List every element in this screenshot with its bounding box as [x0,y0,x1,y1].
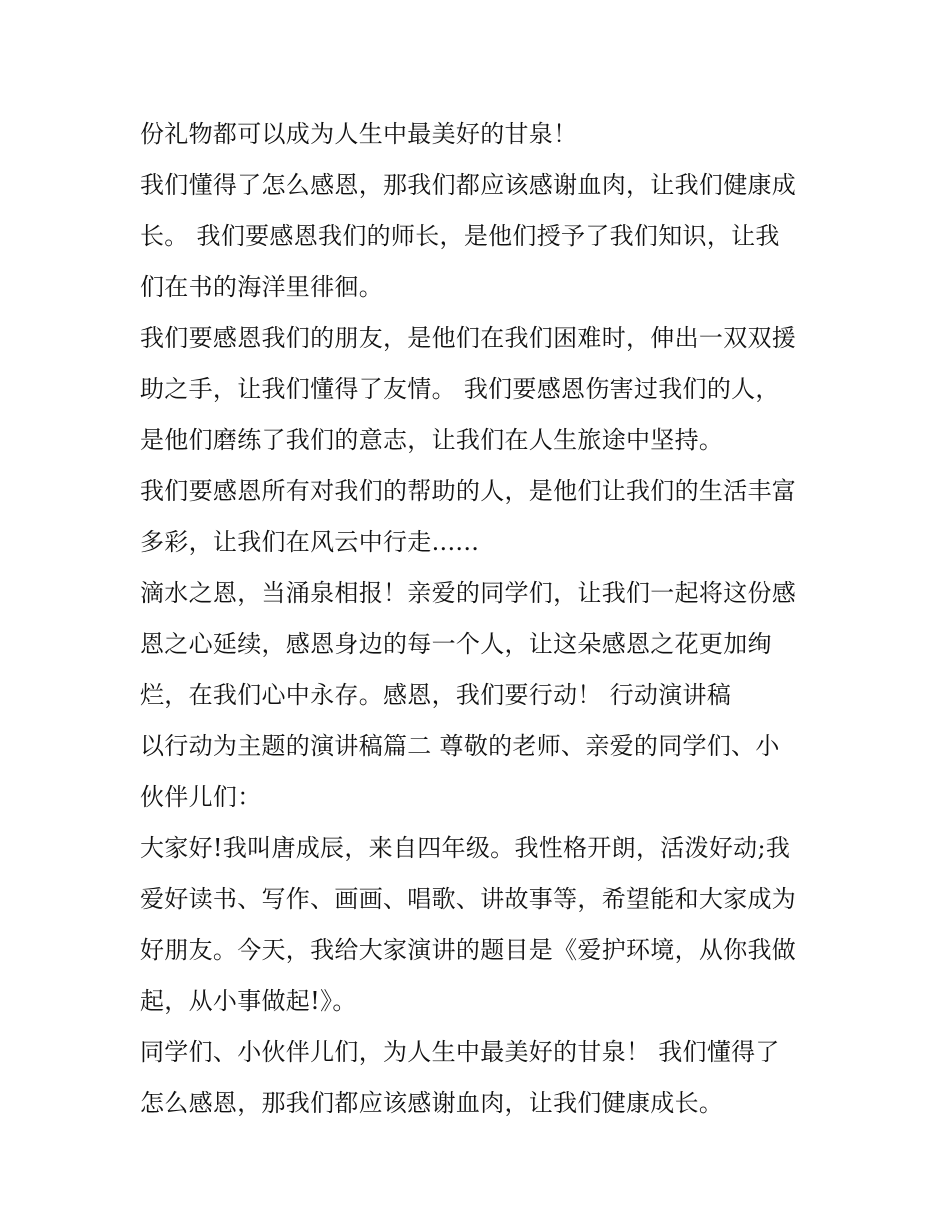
text-line: 烂，在我们心中永存。感恩，我们要行动！ 行动演讲稿 [140,681,732,709]
text-line: 我们要感恩所有对我们的帮助的人，是他们让我们的生活丰富 [140,477,797,505]
text-line: 好朋友。今天，我给大家演讲的题目是《爱护环境，从你我做 [140,936,797,964]
text-line: 我们要感恩我们的朋友，是他们在我们困难时，伸出一双双援 [140,324,797,352]
text-line: 滴水之恩，当涌泉相报！亲爱的同学们，让我们一起将这份感 [140,579,797,607]
text-line: 起，从小事做起!》。 [140,987,357,1015]
text-line: 怎么感恩，那我们都应该感谢血肉，让我们健康成长。 [140,1089,724,1117]
text-line: 恩之心延续，感恩身边的每一个人，让这朵感恩之花更加绚 [140,630,772,658]
text-line: 份礼物都可以成为人生中最美好的甘泉！ [140,120,578,148]
text-line: 同学们、小伙伴儿们，为人生中最美好的甘泉！ 我们懂得了 [140,1038,780,1066]
text-line: 助之手，让我们懂得了友情。 我们要感恩伤害过我们的人， [140,375,780,403]
text-line: 们在书的海洋里徘徊。 [140,273,383,301]
text-line: 我们懂得了怎么感恩，那我们都应该感谢血肉，让我们健康成 [140,171,797,199]
text-line: 以行动为主题的演讲稿篇二 尊敬的老师、亲爱的同学们、小 [140,732,780,760]
text-line: 是他们磨练了我们的意志，让我们在人生旅途中坚持。 [140,426,724,454]
text-line: 爱好读书、写作、画画、唱歌、讲故事等，希望能和大家成为 [140,885,797,913]
document-body [140,109,840,1129]
text-line: 长。 我们要感恩我们的师长，是他们授予了我们知识，让我 [140,222,780,250]
text-line: 伙伴儿们： [140,783,262,811]
text-line: 多彩，让我们在风云中行走...... [140,528,480,556]
text-line: 大家好!我叫唐成辰，来自四年级。我性格开朗，活泼好动;我 [140,834,791,862]
